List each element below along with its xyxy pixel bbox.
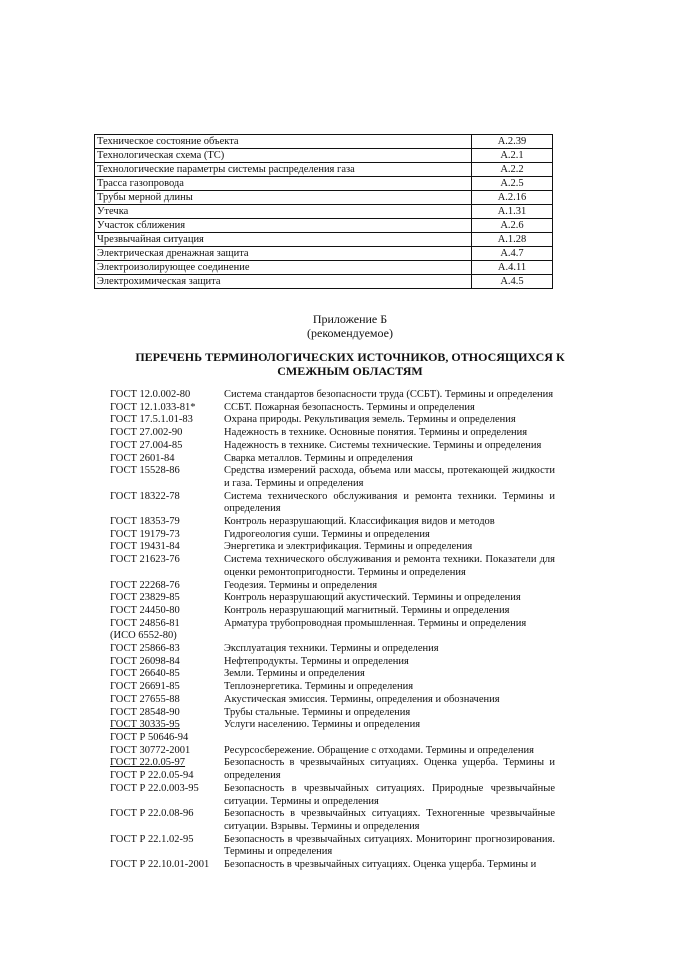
standard-description: Безопасность в чрезвычайных ситуациях. Природные чрезвычайные ситуации. Термины и определения xyxy=(224,782,555,807)
standard-code xyxy=(110,694,224,707)
standard-description: ССБТ. Пожарная безопасность. Термины и определения xyxy=(224,401,475,413)
standard-code-secondary: ГОСТ Р 22.0.05-94 xyxy=(110,770,194,782)
standard-item xyxy=(110,643,555,656)
standard-description: Система технического обслуживания и ремонта техники. Показатели для оценки ремонтопригодности. Термины и определения xyxy=(224,554,555,578)
term-row xyxy=(95,135,553,149)
standard-description: Контроль неразрушающий акустический. Термины и определения xyxy=(224,592,521,604)
standard-code xyxy=(110,859,224,872)
term-ref: А.2.39 xyxy=(472,135,553,149)
standard-description: Акустическая эмиссия. Термины, определения и обозначения xyxy=(224,693,500,705)
appendix-subtitle: (рекомендуемое) xyxy=(307,326,393,340)
standard-code xyxy=(110,707,224,720)
standard-item xyxy=(110,465,555,490)
standard-description: Арматура трубопроводная промышленная. Термины и определения xyxy=(224,617,527,629)
standard-description: Гидрогеология суши. Термины и определения xyxy=(224,528,430,540)
standard-code xyxy=(110,757,224,782)
standard-code xyxy=(110,808,224,821)
standard-code-text: ГОСТ 27.004-85 xyxy=(110,439,183,451)
standard-code-text: ГОСТ 24856-81 xyxy=(110,617,180,629)
standard-item xyxy=(110,707,555,720)
term-name: Трубы мерной длины xyxy=(95,191,472,205)
term-ref: А.4.7 xyxy=(472,247,553,261)
standard-code-text: ГОСТ 22.0.05-97 xyxy=(110,757,186,769)
standard-code-text: ГОСТ Р 22.1.02-95 xyxy=(110,833,194,845)
standard-code-text: ГОСТ 30772-2001 xyxy=(110,744,191,756)
term-ref: А.2.5 xyxy=(472,177,553,191)
standard-code xyxy=(110,643,224,656)
standard-description: Теплоэнергетика. Термины и определения xyxy=(224,681,414,693)
term-row xyxy=(95,177,553,191)
standard-item xyxy=(110,656,555,669)
term-row xyxy=(95,233,553,247)
standard-code-text: ГОСТ 27.002-90 xyxy=(110,427,183,439)
term-ref: А.1.31 xyxy=(472,205,553,219)
standard-code-text: ГОСТ 19179-73 xyxy=(110,528,180,540)
standard-code xyxy=(110,389,224,402)
standard-description: Охрана природы. Рекультивация земель. Термины и определения xyxy=(224,414,516,426)
term-row xyxy=(95,261,553,275)
term-row xyxy=(95,275,553,289)
standard-code-text: ГОСТ 12.0.002-80 xyxy=(110,389,191,400)
standard-code xyxy=(110,465,224,478)
standard-item xyxy=(110,808,555,833)
standard-description: Ресурсосбережение. Обращение с отходами. Термины и определения xyxy=(224,744,534,756)
term-name: Технологические параметры системы распределения газа xyxy=(95,163,472,177)
standard-description: Земли. Термины и определения xyxy=(224,668,365,680)
standard-code-text: ГОСТ 2601-84 xyxy=(110,452,175,464)
standard-code xyxy=(110,668,224,681)
standard-code-text: ГОСТ 15528-86 xyxy=(110,465,180,477)
standard-code-text: ГОСТ 12.1.033-81* xyxy=(110,401,196,413)
standard-description: Контроль неразрушающий магнитный. Термины и определения xyxy=(224,604,510,616)
term-row xyxy=(95,191,553,205)
standard-description: Безопасность в чрезвычайных ситуациях. Оценка ущерба. Термины и xyxy=(224,859,537,871)
standard-description: Эксплуатация техники. Термины и определения xyxy=(224,643,439,655)
standard-description: Система стандартов безопасности труда (ССБТ). Термины и определения xyxy=(224,389,554,400)
standard-item xyxy=(110,427,555,440)
standard-item xyxy=(110,491,555,516)
standard-item xyxy=(110,783,555,808)
standard-code xyxy=(110,605,224,618)
standard-code xyxy=(110,719,224,744)
standard-item xyxy=(110,529,555,542)
term-ref: А.2.6 xyxy=(472,219,553,233)
standard-item xyxy=(110,580,555,593)
standard-item xyxy=(110,402,555,415)
standard-code-text: ГОСТ 22268-76 xyxy=(110,579,180,591)
standard-code xyxy=(110,745,224,758)
standard-code-text: ГОСТ 18322-78 xyxy=(110,490,180,502)
term-name: Электрохимическая защита xyxy=(95,275,472,289)
standard-item xyxy=(110,694,555,707)
standard-code-secondary: ГОСТ Р 50646-94 xyxy=(110,731,189,743)
term-row xyxy=(95,205,553,219)
standard-description: Энергетика и электрификация. Термины и определения xyxy=(224,541,473,553)
term-name: Электрическая дренажная защита xyxy=(95,247,472,261)
standard-item xyxy=(110,453,555,466)
term-ref: А.4.5 xyxy=(472,275,553,289)
standard-description: Нефтепродукты. Термины и определения xyxy=(224,655,409,667)
standard-code xyxy=(110,580,224,593)
term-ref: А.2.1 xyxy=(472,149,553,163)
standard-code-text: ГОСТ 18353-79 xyxy=(110,516,180,528)
standard-code-text: ГОСТ Р 22.0.08-96 xyxy=(110,808,194,820)
standard-code-text: ГОСТ 17.5.1.01-83 xyxy=(110,414,193,426)
standard-code xyxy=(110,681,224,694)
standard-code xyxy=(110,554,224,567)
term-name: Трасса газопровода xyxy=(95,177,472,191)
standard-description: Безопасность в чрезвычайных ситуациях. Оценка ущерба. Термины и определения xyxy=(224,757,555,782)
standard-description: Трубы стальные. Термины и определения xyxy=(224,706,411,718)
standard-code xyxy=(110,491,224,504)
standard-code-text: ГОСТ 23829-85 xyxy=(110,592,180,604)
standard-description: Безопасность в чрезвычайных ситуациях. Техногенные чрезвычайные ситуации. Взрывы. Термины и определения xyxy=(224,808,555,832)
standard-description: Система технического обслуживания и ремонта техники. Термины и определения xyxy=(224,490,555,515)
standard-description: Геодезия. Термины и определения xyxy=(224,579,378,591)
standard-code-text: ГОСТ 30335-95 xyxy=(110,719,180,731)
standard-code xyxy=(110,453,224,466)
standard-description: Контроль неразрушающий. Классификация видов и методов xyxy=(224,516,495,528)
standard-item xyxy=(110,745,555,758)
term-name: Технологическая схема (ТС) xyxy=(95,149,472,163)
standard-item xyxy=(110,757,555,782)
standard-code xyxy=(110,618,224,643)
standard-code xyxy=(110,656,224,669)
standard-code-text: ГОСТ 26098-84 xyxy=(110,655,180,667)
standard-item xyxy=(110,618,555,643)
standard-code-text: ГОСТ 27655-88 xyxy=(110,693,180,705)
standard-code xyxy=(110,783,224,796)
standard-item xyxy=(110,605,555,618)
standard-code xyxy=(110,541,224,554)
standard-description: Сварка металлов. Термины и определения xyxy=(224,452,413,464)
term-name: Чрезвычайная ситуация xyxy=(95,233,472,247)
standard-description: Безопасность в чрезвычайных ситуациях. Мониторинг прогнозирования. Термины и определения xyxy=(224,833,555,858)
term-name: Электроизолирующее соединение xyxy=(95,261,472,275)
standard-code-text: ГОСТ 25866-83 xyxy=(110,643,180,655)
standard-code xyxy=(110,516,224,529)
standard-code-text: ГОСТ 21623-76 xyxy=(110,554,180,566)
standard-code-secondary: (ИСО 6552-80) xyxy=(110,630,177,642)
standard-code-text: ГОСТ Р 22.10.01-2001 xyxy=(110,859,210,871)
appendix-title: Приложение Б xyxy=(312,312,388,326)
standard-code xyxy=(110,414,224,427)
standard-code xyxy=(110,402,224,415)
standard-item xyxy=(110,554,555,579)
term-row xyxy=(95,149,553,163)
term-name: Техническое состояние объекта xyxy=(95,135,472,149)
standard-item xyxy=(110,719,555,744)
term-ref: А.4.11 xyxy=(472,261,553,275)
standard-description: Средства измерений расхода, объема или массы, протекающей жидкости и газа. Термины и определения xyxy=(224,465,555,489)
standard-item xyxy=(110,681,555,694)
standard-code xyxy=(110,427,224,440)
term-reference-table xyxy=(94,134,553,289)
term-row xyxy=(95,163,553,177)
term-row xyxy=(95,219,553,233)
standard-code-text: ГОСТ 28548-90 xyxy=(110,706,180,718)
standard-item xyxy=(110,414,555,427)
standard-code xyxy=(110,529,224,542)
standard-code-text: ГОСТ Р 22.0.003-95 xyxy=(110,782,199,794)
standard-item xyxy=(110,389,555,402)
term-row xyxy=(95,247,553,261)
standard-item xyxy=(110,516,555,529)
standard-code xyxy=(110,834,224,847)
standard-item xyxy=(110,440,555,453)
standard-description: Услуги населению. Термины и определения xyxy=(224,719,421,731)
appendix-heading-line1: ПЕРЕЧЕНЬ ТЕРМИНОЛОГИЧЕСКИХ ИСТОЧНИКОВ, ОТНОСЯЩИХСЯ К xyxy=(135,350,565,364)
standard-description: Надежность в технике. Основные понятия. Термины и определения xyxy=(224,427,528,439)
standard-item xyxy=(110,859,555,872)
term-name: Участок сближения xyxy=(95,219,472,233)
standard-code xyxy=(110,440,224,453)
standard-item xyxy=(110,541,555,554)
standard-code-text: ГОСТ 26640-85 xyxy=(110,668,180,680)
term-ref: А.2.16 xyxy=(472,191,553,205)
term-ref: А.1.28 xyxy=(472,233,553,247)
standard-code-text: ГОСТ 24450-80 xyxy=(110,604,180,616)
term-name: Утечка xyxy=(95,205,472,219)
standard-item xyxy=(110,592,555,605)
standard-item xyxy=(110,668,555,681)
standard-item xyxy=(110,834,555,859)
term-ref: А.2.2 xyxy=(472,163,553,177)
standard-code xyxy=(110,592,224,605)
standards-list xyxy=(110,389,555,872)
standard-description: Надежность в технике. Системы технические. Термины и определения xyxy=(224,439,542,451)
standard-code-text: ГОСТ 26691-85 xyxy=(110,681,180,693)
appendix-heading-line2: СМЕЖНЫМ ОБЛАСТЯМ xyxy=(277,364,423,378)
standard-code-text: ГОСТ 19431-84 xyxy=(110,541,180,553)
